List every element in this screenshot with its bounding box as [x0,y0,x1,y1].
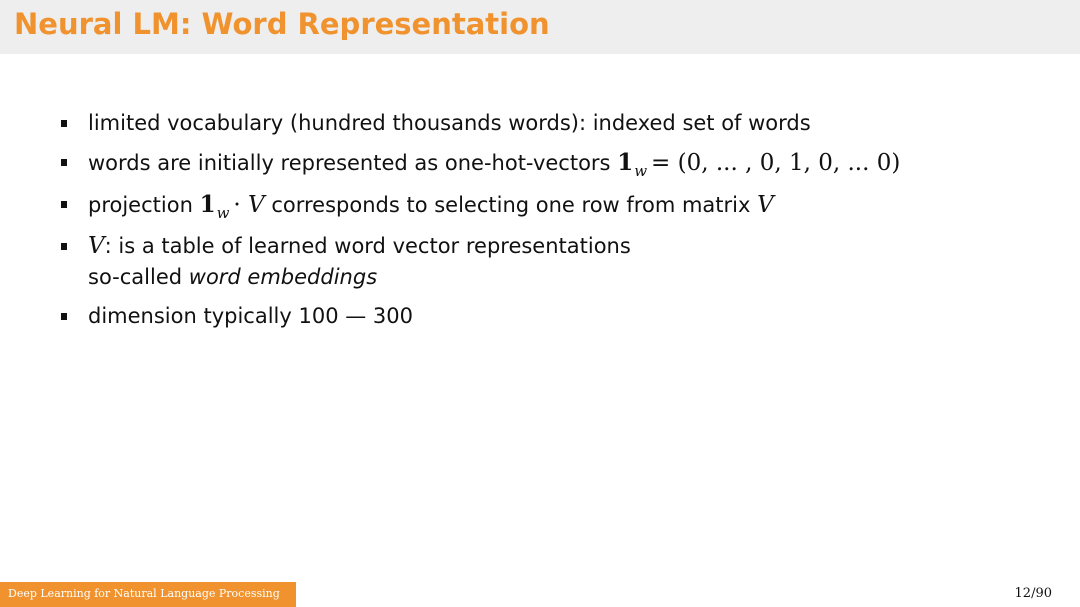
math-matrix-v: V [248,192,265,218]
slide-title: Neural LM: Word Representation [14,7,550,41]
bullet-text: so-called [88,265,189,289]
bullet-marker [61,159,67,166]
footer-course-title: Deep Learning for Natural Language Processing [8,587,280,600]
footer-course-banner [0,582,296,607]
emphasized-term: word embeddings [188,265,378,289]
math-one-symbol: 1 [617,149,634,176]
math-subscript-w: w [634,162,648,180]
bullet-text: limited vocabulary (hundred thousands words): indexed set of words [88,111,811,135]
bullet-marker [61,313,67,320]
bullet-item-embeddings [58,231,1018,293]
bullet-item-dimension [58,301,1018,332]
bullet-text: projection [88,193,200,217]
bullet-text: dimension typically 100 — 300 [88,304,413,328]
title-bar [0,0,1080,54]
bullet-item-one-hot [58,147,1018,181]
math-matrix-v: V [88,233,105,259]
bullet-marker [61,120,67,127]
bullet-item-vocabulary [58,108,1018,139]
bullet-text: : is a table of learned word vector representations [104,234,631,258]
bullet-text: corresponds to selecting one row from matrix [264,193,758,217]
math-matrix-v: V [757,192,774,218]
page-number: 12/90 [1014,586,1052,601]
bullet-list [58,108,1018,332]
slide-content [58,108,1018,340]
bullet-line [88,262,1018,293]
bullet-marker [61,201,67,208]
math-subscript-w: w [216,204,230,222]
bullet-item-projection [58,189,1018,223]
bullet-text: words are initially represented as one-hot-vectors [88,151,618,175]
math-one-symbol: 1 [199,191,216,218]
math-dot-operator: · [233,192,249,218]
math-one-hot-vector: = (0, ... , 0, 1, 0, ... 0) [651,150,901,176]
bullet-marker [61,243,67,250]
bullet-line [88,231,1018,262]
